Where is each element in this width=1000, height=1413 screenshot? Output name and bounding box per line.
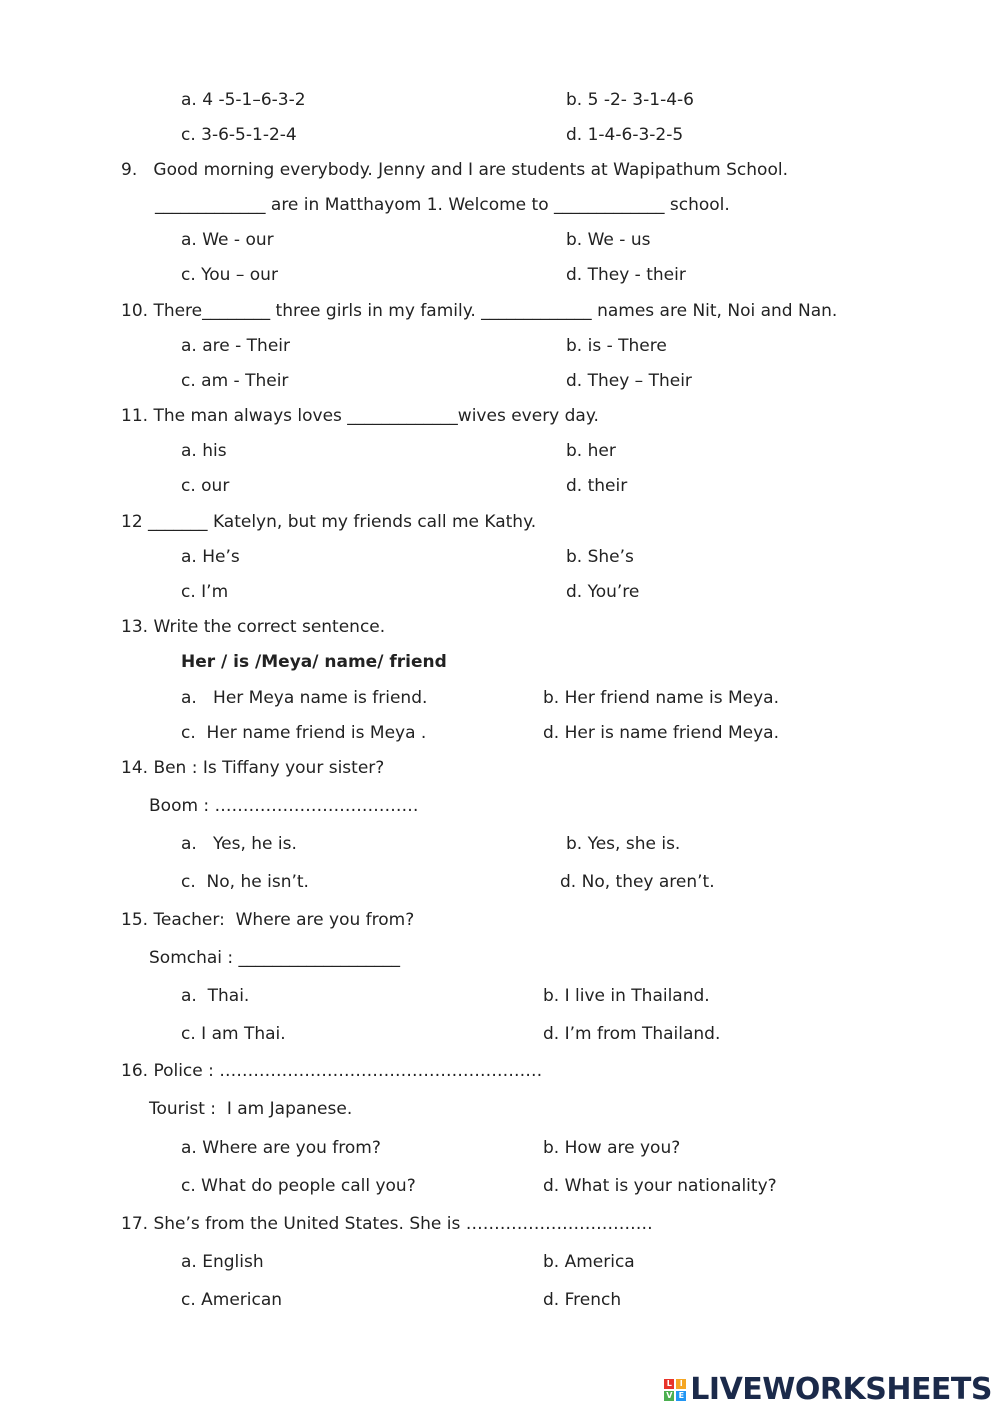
q10-question: 10. There________ three girls in my family. _____________ names are Nit, Noi and Nan. <box>121 301 838 321</box>
q9-option-a[interactable]: a. We - our <box>181 230 274 250</box>
q13-option-d[interactable]: d. Her is name friend Meya. <box>543 723 779 743</box>
q13-prompt: Her / is /Meya/ name/ friend <box>181 652 447 672</box>
q10-option-d[interactable]: d. They – Their <box>566 371 692 391</box>
q14-question: 14. Ben : Is Tiffany your sister? <box>121 758 385 778</box>
q17-question: 17. She’s from the United States. She is …………………………… <box>121 1214 653 1234</box>
q11-option-b[interactable]: b. her <box>566 441 616 461</box>
liveworksheets-logo <box>664 1372 992 1407</box>
logo-letter: I <box>676 1379 686 1389</box>
q16-option-d[interactable]: d. What is your nationality? <box>543 1176 777 1196</box>
q15-option-d[interactable]: d. I’m from Thailand. <box>543 1024 721 1044</box>
q10-option-b[interactable]: b. is - There <box>566 336 667 356</box>
q13-question: 13. Write the correct sentence. <box>121 617 386 637</box>
q10-option-c[interactable]: c. am - Their <box>181 371 289 391</box>
q9-sentence: _____________ are in Matthayom 1. Welcome to _____________ school. <box>155 195 730 215</box>
q8-option-a[interactable]: a. 4 -5-1–6-3-2 <box>181 90 306 110</box>
q9-option-c[interactable]: c. You – our <box>181 265 278 285</box>
q12-question: 12 _______ Katelyn, but my friends call me Kathy. <box>121 512 537 532</box>
q17-option-a[interactable]: a. English <box>181 1252 264 1272</box>
q15-option-c[interactable]: c. I am Thai. <box>181 1024 286 1044</box>
q15-option-a[interactable]: a. Thai. <box>181 986 250 1006</box>
q12-option-d[interactable]: d. You’re <box>566 582 640 602</box>
q17-option-c[interactable]: c. American <box>181 1290 283 1310</box>
q8-option-c[interactable]: c. 3-6-5-1-2-4 <box>181 125 297 145</box>
q16-option-c[interactable]: c. What do people call you? <box>181 1176 416 1196</box>
q11-question: 11. The man always loves _____________wives every day. <box>121 406 599 426</box>
q12-option-b[interactable]: b. She’s <box>566 547 634 567</box>
q14-option-b[interactable]: b. Yes, she is. <box>566 834 681 854</box>
q14-option-c[interactable]: c. No, he isn’t. <box>181 872 309 892</box>
logo-mark-icon <box>664 1379 686 1401</box>
q14-option-a[interactable]: a. Yes, he is. <box>181 834 297 854</box>
q11-option-c[interactable]: c. our <box>181 476 230 496</box>
q9-option-b[interactable]: b. We - us <box>566 230 651 250</box>
q15-answer-line: Somchai : ___________________ <box>149 948 401 968</box>
q14-option-d[interactable]: d. No, they aren’t. <box>560 872 715 892</box>
q13-option-a[interactable]: a. Her Meya name is friend. <box>181 688 428 708</box>
logo-text: LIVEWORKSHEETS <box>690 1372 992 1407</box>
q9-question: 9. Good morning everybody. Jenny and I are students at Wapipathum School. <box>121 160 788 180</box>
q8-option-d[interactable]: d. 1-4-6-3-2-5 <box>566 125 684 145</box>
q13-option-b[interactable]: b. Her friend name is Meya. <box>543 688 779 708</box>
q11-option-d[interactable]: d. their <box>566 476 628 496</box>
q11-option-a[interactable]: a. his <box>181 441 227 461</box>
q8-option-b[interactable]: b. 5 -2- 3-1-4-6 <box>566 90 694 110</box>
q13-option-c[interactable]: c. Her name friend is Meya . <box>181 723 427 743</box>
q16-question: 16. Police : ………………………………………………… <box>121 1061 543 1081</box>
q16-option-b[interactable]: b. How are you? <box>543 1138 681 1158</box>
q16-answer-line: Tourist : I am Japanese. <box>149 1099 353 1119</box>
q9-option-d[interactable]: d. They - their <box>566 265 686 285</box>
q16-option-a[interactable]: a. Where are you from? <box>181 1138 381 1158</box>
q10-option-a[interactable]: a. are - Their <box>181 336 290 356</box>
q15-question: 15. Teacher: Where are you from? <box>121 910 415 930</box>
q17-option-b[interactable]: b. America <box>543 1252 635 1272</box>
q14-answer-line: Boom : ……………………………… <box>149 796 419 816</box>
q15-option-b[interactable]: b. I live in Thailand. <box>543 986 710 1006</box>
q12-option-c[interactable]: c. I’m <box>181 582 229 602</box>
q12-option-a[interactable]: a. He’s <box>181 547 240 567</box>
logo-letter: L <box>664 1379 674 1389</box>
q17-option-d[interactable]: d. French <box>543 1290 622 1310</box>
logo-letter: E <box>676 1391 686 1401</box>
logo-letter: V <box>666 1390 673 1400</box>
